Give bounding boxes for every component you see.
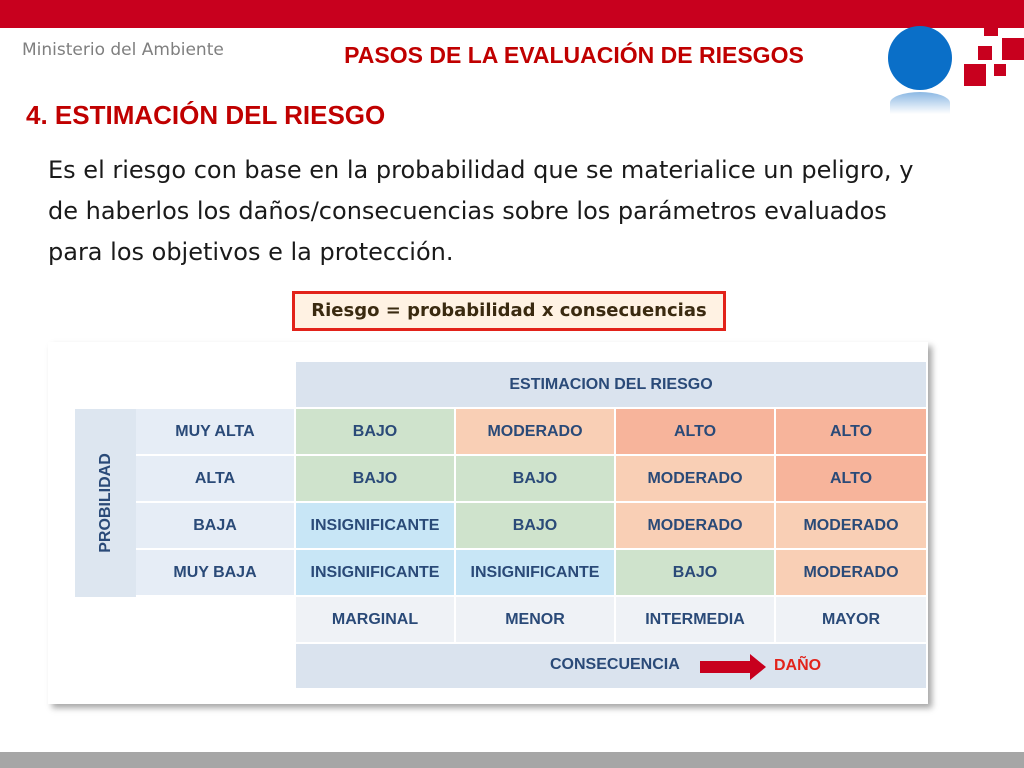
matrix-cell: MODERADO xyxy=(776,550,928,597)
arrow-right-icon xyxy=(700,661,750,673)
matrix-cell: INSIGNIFICANTE xyxy=(296,503,456,550)
damage-label: DAÑO xyxy=(774,657,822,674)
logo-square-icon xyxy=(984,22,998,36)
consequence-label: MARGINAL xyxy=(296,597,456,644)
row-label: MUY BAJA xyxy=(136,550,296,597)
consequence-label: MENOR xyxy=(456,597,616,644)
consequence-label: INTERMEDIA xyxy=(616,597,776,644)
logo-circle-icon xyxy=(888,26,952,90)
matrix-cell: MODERADO xyxy=(456,409,616,456)
matrix-cell: MODERADO xyxy=(616,503,776,550)
row-label: MUY ALTA xyxy=(136,409,296,456)
matrix-cell: MODERADO xyxy=(616,456,776,503)
section-title: 4. ESTIMACIÓN DEL RIESGO xyxy=(26,100,386,130)
matrix-cell: ALTO xyxy=(776,409,928,456)
logo-reflection-icon xyxy=(890,92,950,114)
matrix-cell: BAJO xyxy=(616,550,776,597)
bottom-bar xyxy=(0,752,1024,768)
probability-axis-label xyxy=(75,409,136,597)
logo-square-icon xyxy=(1002,38,1024,60)
risk-matrix xyxy=(48,342,928,704)
formula-box: Riesgo = probabilidad x consecuencias xyxy=(292,291,726,331)
consequence-label: MAYOR xyxy=(776,597,928,644)
consequence-axis-label: CONSECUENCIA xyxy=(550,656,680,673)
matrix-cell: ALTO xyxy=(616,409,776,456)
probability-axis-text: PROBILIDAD xyxy=(96,453,114,553)
description-paragraph: Es el riesgo con base en la probabilidad que se materialice un peligro, y de haberlos los daños/consecuencias sobre los parámetros evaluados para los objetivos e la protección. xyxy=(48,156,914,266)
logo-square-icon xyxy=(978,46,992,60)
arrow-head-icon xyxy=(750,654,766,680)
matrix-cell: BAJO xyxy=(296,456,456,503)
matrix-cell: MODERADO xyxy=(776,503,928,550)
row-label: BAJA xyxy=(136,503,296,550)
row-label: ALTA xyxy=(136,456,296,503)
matrix-cell: BAJO xyxy=(456,456,616,503)
ministry-name: Ministerio del Ambiente xyxy=(22,40,224,60)
matrix-cell: ALTO xyxy=(776,456,928,503)
slide-title: PASOS DE LA EVALUACIÓN DE RIESGOS xyxy=(344,42,804,68)
top-bar xyxy=(0,0,1024,28)
matrix-cell: INSIGNIFICANTE xyxy=(296,550,456,597)
matrix-cell: BAJO xyxy=(456,503,616,550)
matrix-header: ESTIMACION DEL RIESGO xyxy=(296,362,928,409)
logo-square-icon xyxy=(994,64,1006,76)
matrix-cell: BAJO xyxy=(296,409,456,456)
logo-square-icon xyxy=(964,64,986,86)
matrix-cell: INSIGNIFICANTE xyxy=(456,550,616,597)
